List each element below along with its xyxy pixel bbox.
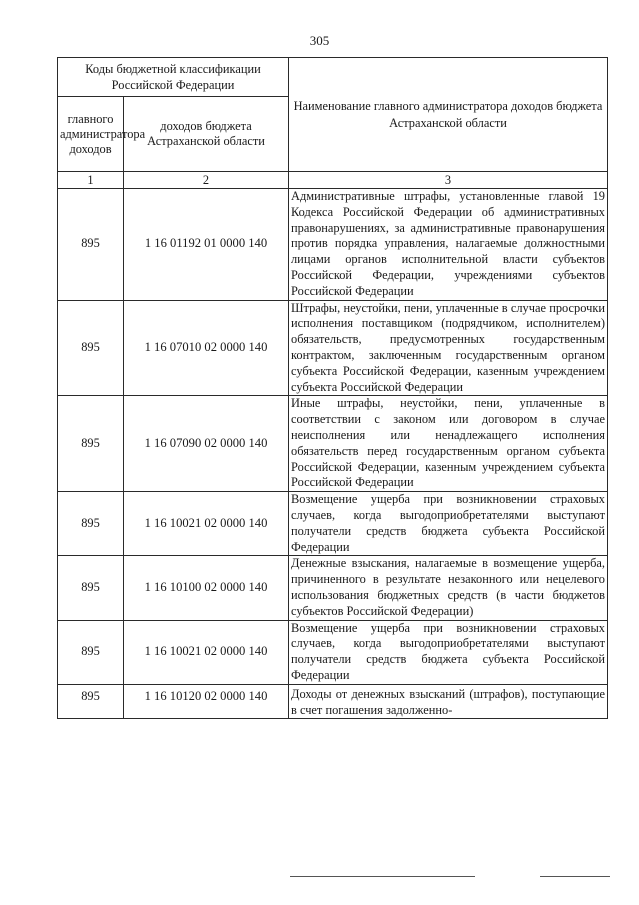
header-col-income: доходов бюджета Астраханской области: [124, 97, 289, 172]
description-cell: Денежные взыскания, налагаемые в возмещение ущерба, причиненного в результате незаконного или нецелевого использования бюджетных средств (в части бюджетов субъектов Российской Федерации): [289, 556, 608, 620]
admin-code-cell: 895: [58, 556, 124, 620]
description-cell: Возмещение ущерба при возникновении страховых случаев, когда выгодоприобретателями выступают получатели средств бюджета субъекта Российской Федерации: [289, 492, 608, 556]
description-cell: Штрафы, неустойки, пени, уплаченные в случае просрочки исполнения поставщиком (подрядчиком, исполнителем) обязательств, предусмотренных государственным контрактом, заключенным государственным органом субъекта Российской Федерации, казенным учреждением субъекта Российской Федерации: [289, 300, 608, 396]
table-row: [58, 620, 608, 684]
footer-rule-short: [540, 876, 610, 877]
income-code-cell: 1 16 10100 02 0000 140: [124, 556, 289, 620]
header-col-name: Наименование главного администратора доходов бюджета Астраханской области: [289, 58, 608, 172]
description-cell: Иные штрафы, неустойки, пени, уплаченные в соответствии с законом или договором в случае неисполнения или ненадлежащего исполнения обязательств перед государственным органом субъекта Российской Федерации, казенным учреждением субъекта Российской Федерации: [289, 396, 608, 492]
income-code-cell: 1 16 10021 02 0000 140: [124, 492, 289, 556]
admin-code-cell: 895: [58, 189, 124, 301]
header-group-title: Коды бюджетной классификации Российской Федерации: [58, 58, 289, 97]
budget-classification-table: [57, 57, 608, 719]
table-row: [58, 492, 608, 556]
admin-code-cell: 895: [58, 300, 124, 396]
table-row: [58, 556, 608, 620]
admin-code-cell: 895: [58, 396, 124, 492]
admin-code-cell: 895: [58, 684, 124, 719]
admin-code-cell: 895: [58, 620, 124, 684]
table-row: [58, 300, 608, 396]
table-column-numbers: [58, 172, 608, 189]
column-number-1: 1: [58, 172, 124, 189]
description-cell: Доходы от денежных взысканий (штрафов), поступающие в счет погашения задолженно-: [289, 684, 608, 719]
income-code-cell: 1 16 10021 02 0000 140: [124, 620, 289, 684]
admin-code-cell: 895: [58, 492, 124, 556]
income-code-cell: 1 16 01192 01 0000 140: [124, 189, 289, 301]
table-row: [58, 684, 608, 719]
income-code-cell: 1 16 10120 02 0000 140: [124, 684, 289, 719]
table-header-row-1: [58, 58, 608, 97]
table-row: [58, 396, 608, 492]
header-col-admin: главного администратора доходов: [58, 97, 124, 172]
description-cell: Административные штрафы, установленные главой 19 Кодекса Российской Федерации об административных правонарушениях, за административные правонарушения против порядка управления, налагаемые должностными лицами органов исполнительной власти субъектов Российской Федерации, учреждениями субъектов Российской Федерации: [289, 189, 608, 301]
page-number: 305: [309, 33, 330, 48]
income-code-cell: 1 16 07090 02 0000 140: [124, 396, 289, 492]
income-code-cell: 1 16 07010 02 0000 140: [124, 300, 289, 396]
column-number-2: 2: [124, 172, 289, 189]
footer-rule: [290, 876, 475, 877]
table-row: [58, 189, 608, 301]
description-cell: Возмещение ущерба при возникновении страховых случаев, когда выгодоприобретателями выступают получатели средств бюджета субъекта Российской Федерации: [289, 620, 608, 684]
column-number-3: 3: [289, 172, 608, 189]
